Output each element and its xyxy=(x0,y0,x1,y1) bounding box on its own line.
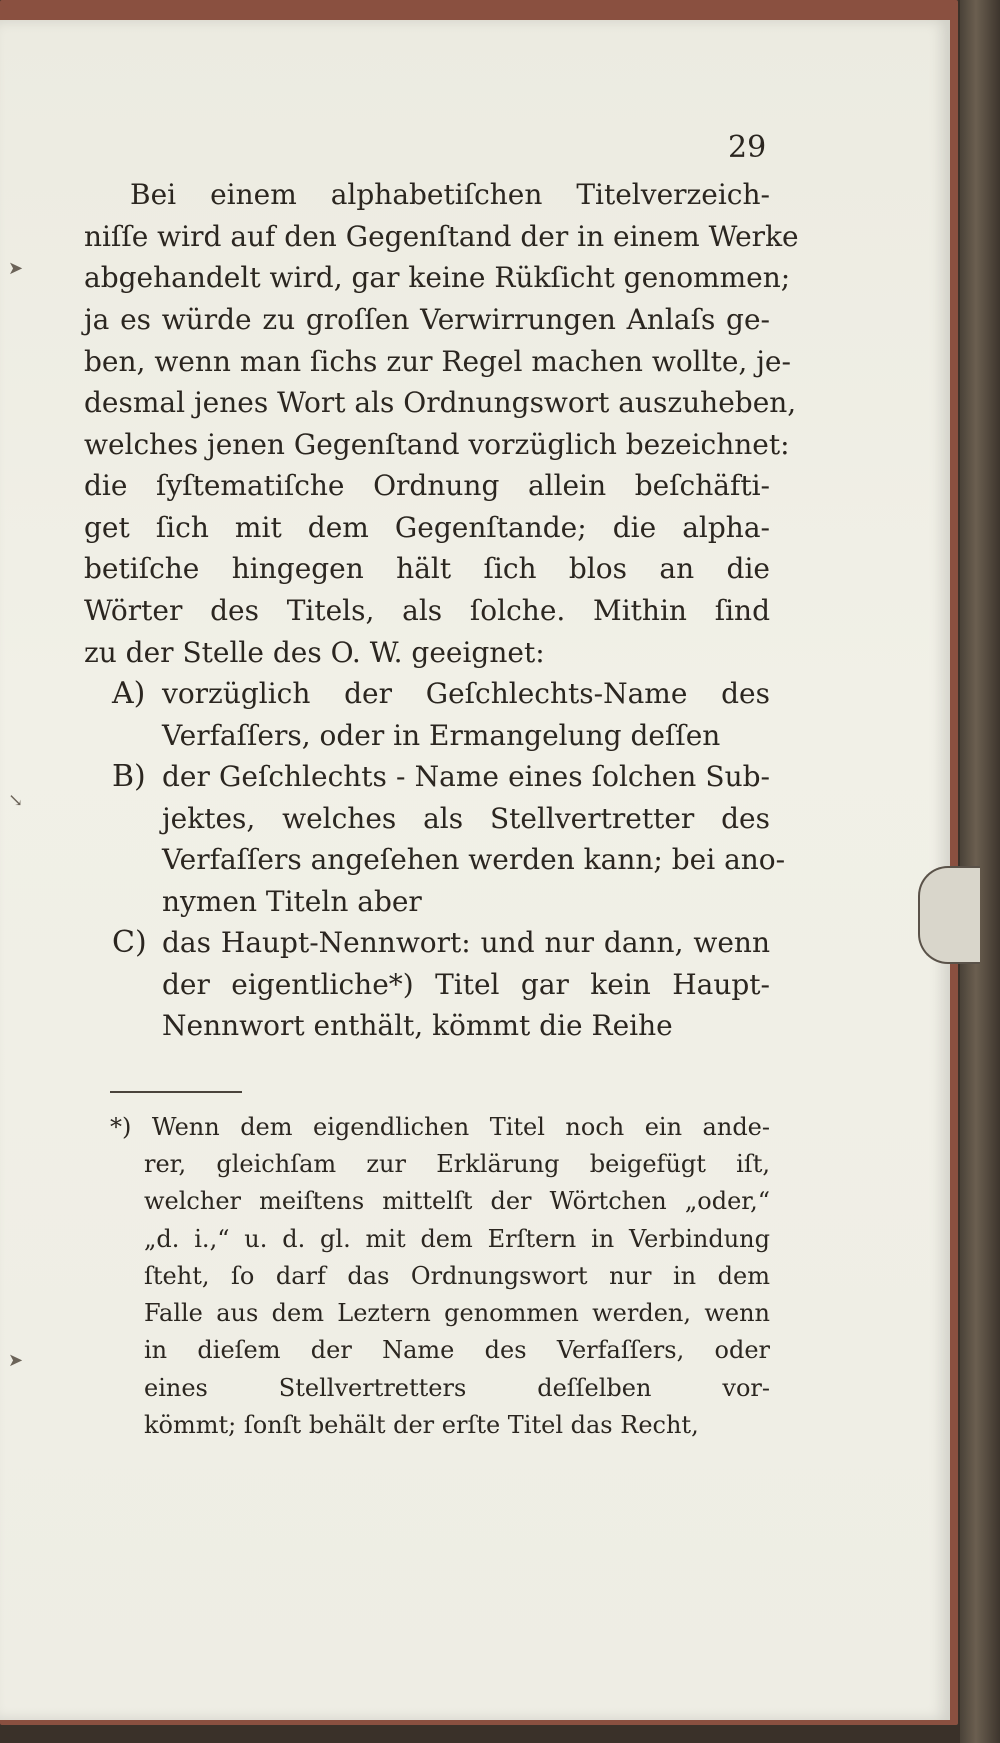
body-line: niſſe wird auf den Gegenſtand der in einem Werke xyxy=(84,220,799,253)
footnote-line: in dieſem der Name des Verfaſſers, oder xyxy=(144,1336,770,1364)
margin-mark: ➤ xyxy=(8,258,24,279)
footnote-line: Falle aus dem Leztern genommen werden, wenn xyxy=(144,1299,770,1327)
margin-mark: ➤ xyxy=(8,1350,24,1371)
list-item-line: der Geſchlechts - Name eines ſolchen Sub- xyxy=(162,760,770,793)
list-item-line: der eigentliche*) Titel gar kein Haupt- xyxy=(162,968,770,1001)
body-line: die ſyſtematiſche Ordnung allein beſchäfti- xyxy=(84,469,770,502)
list-item-line: vorzüglich der Geſchlechts-Name des xyxy=(162,677,770,710)
list-item-line: Nennwort enthält, kömmt die Reihe xyxy=(162,1009,673,1042)
list-item-marker: B) xyxy=(112,759,146,794)
body-line: desmal jenes Wort als Ordnungswort auszuheben, xyxy=(84,386,797,419)
list-item-line: das Haupt-Nennwort: und nur dann, wenn xyxy=(162,926,770,959)
footnote-line: eines Stellvertretters deſſelben vor- xyxy=(144,1374,770,1402)
body-line: welches jenen Gegenſtand vorzüglich bezeichnet: xyxy=(84,428,790,461)
footnote-line: welcher meiſtens mittelſt der Wörtchen „oder,“ xyxy=(144,1187,770,1215)
footnote-line: „d. i.,“ u. d. gl. mit dem Erſtern in Verbindung xyxy=(144,1225,770,1253)
list-item-marker: A) xyxy=(112,676,146,711)
page-number: 29 xyxy=(728,130,767,165)
footnote-divider xyxy=(110,1091,242,1093)
list-item-marker: C) xyxy=(112,925,147,960)
list-item-line: jektes, welches als Stellvertretter des xyxy=(162,802,770,835)
body-line: ja es würde zu groſſen Verwirrungen Anlaſs ge- xyxy=(84,303,770,336)
footnote-line: kömmt; ſonſt behält der erſte Titel das Recht, xyxy=(144,1411,699,1439)
page-clip xyxy=(918,866,980,964)
body-line: betiſche hingegen hält ſich blos an die xyxy=(84,552,770,585)
body-line: Bei einem alphabetiſchen Titelverzeich- xyxy=(130,178,770,211)
list-item-line: nymen Titeln aber xyxy=(162,885,422,918)
margin-mark: ↘ xyxy=(8,790,24,811)
body-line: Wörter des Titels, als ſolche. Mithin ſind xyxy=(84,594,770,627)
list-item-line: Verfaſſers angeſehen werden kann; bei ano- xyxy=(162,843,786,876)
body-line: abgehandelt wird, gar keine Rükſicht genommen; xyxy=(84,261,791,294)
page-sheet xyxy=(0,20,950,1720)
footnote-line: ſteht, ſo darf das Ordnungswort nur in dem xyxy=(144,1262,770,1290)
body-line: ben, wenn man ſichs zur Regel machen wollte, je- xyxy=(84,345,791,378)
list-item-line: Verfaſſers, oder in Ermangelung deſſen xyxy=(162,719,721,752)
footnote-line: *) Wenn dem eigendlichen Titel noch ein ande- xyxy=(110,1113,770,1141)
footnote-line: rer, gleichſam zur Erklärung beigefügt iſt, xyxy=(144,1150,770,1178)
body-line: zu der Stelle des O. W. geeignet: xyxy=(84,636,545,669)
body-line: get ſich mit dem Gegenſtande; die alpha- xyxy=(84,511,770,544)
